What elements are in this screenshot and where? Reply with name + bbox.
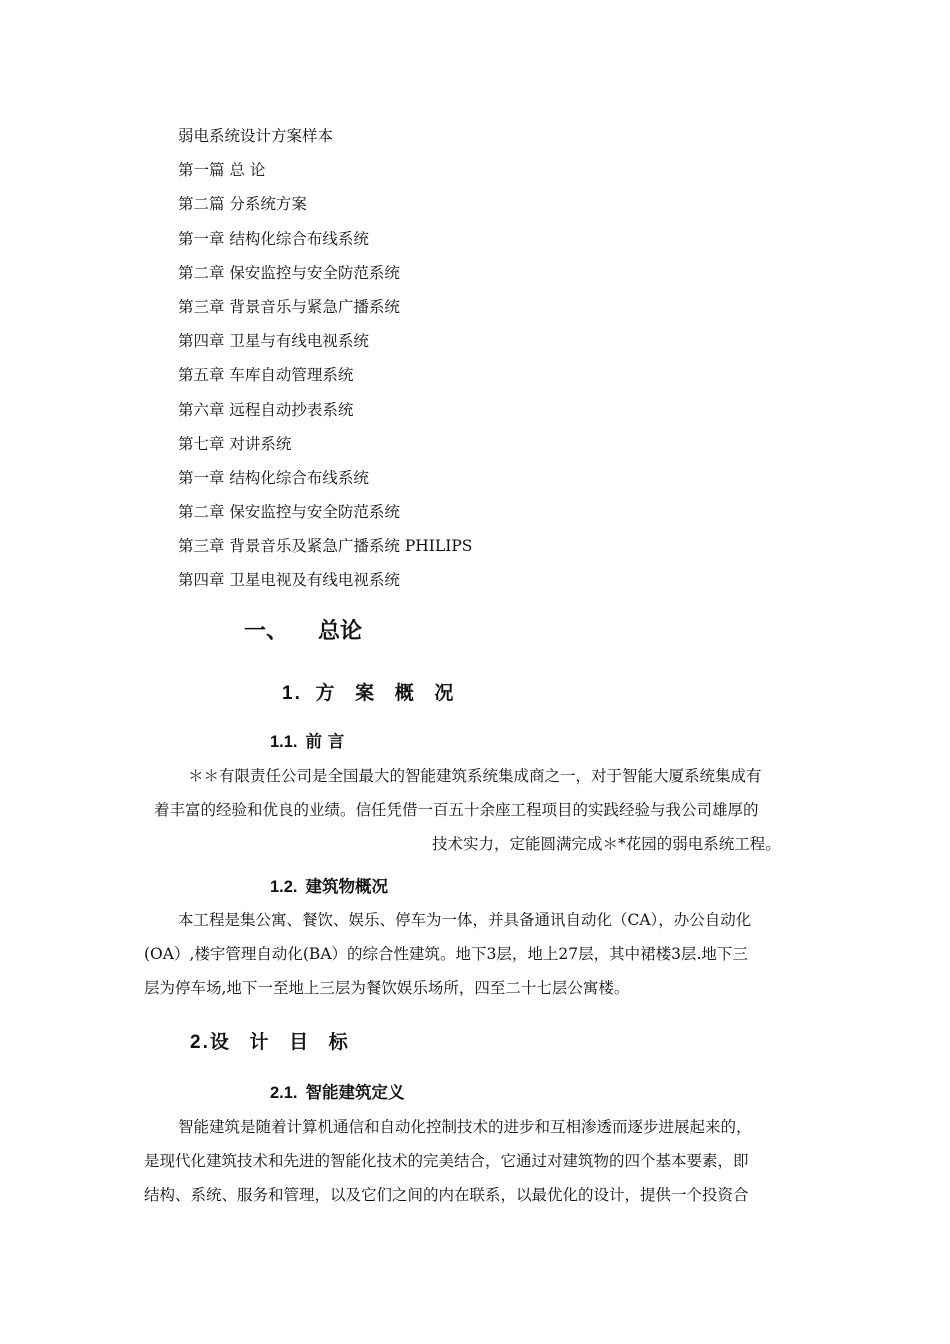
paragraph-line: 着丰富的经验和优良的业绩。信任凭借一百五十余座工程项目的实践经验与我公司雄厚的 — [154, 801, 759, 819]
toc-item: 第五章 车库自动管理系统 — [178, 366, 354, 385]
toc-item: 第四章 卫星电视及有线电视系统 — [178, 571, 400, 590]
toc-item: 第一章 结构化综合布线系统 — [178, 229, 369, 248]
subsection-heading — [270, 728, 344, 752]
section-title: 设 计 目 标 — [209, 1031, 355, 1053]
toc-item: 第三章 背景音乐及紧急广播系统 PHILIPS — [178, 537, 473, 556]
toc-item: 第二章 保安监控与安全防范系统 — [178, 503, 400, 522]
paragraph-building — [144, 903, 808, 1005]
toc-item: 第一篇 总 论 — [178, 161, 266, 180]
part-number: 一、 — [244, 618, 289, 644]
paragraph-line: ＊＊有限责任公司是全国最大的智能建筑系统集成商之一，对于智能大厦系统集成有 — [188, 767, 762, 785]
paragraph-line: 是现代化建筑技术和先进的智能化技术的完美结合，它通过对建筑物的四个基本要素，即 — [144, 1152, 749, 1170]
toc-item: 第四章 卫星与有线电视系统 — [178, 332, 369, 351]
toc-item: 弱电系统设计方案样本 — [178, 127, 334, 145]
toc-item: 第六章 远程自动抄表系统 — [178, 400, 354, 419]
toc-item: 第三章 背景音乐与紧急广播系统 — [178, 297, 400, 316]
section-title: 方 案 概 况 — [315, 682, 461, 704]
paragraph-line: 本工程是集公寓、餐饮、娱乐、停车为一体，并具备通讯自动化（CA），办公自动化 — [178, 911, 752, 929]
part-heading — [244, 614, 362, 645]
subsection-title: 智能建筑定义 — [305, 1083, 405, 1102]
toc-item: 第二章 保安监控与安全防范系统 — [178, 263, 400, 282]
paragraph-line: 技术实力，定能圆满完成＊*花园的弱电系统工程。 — [432, 835, 781, 853]
section-number: 1. — [282, 683, 302, 704]
paragraph-line: 层为停车场,地下一至地上三层为餐饮娱乐场所，四至二十七层公寓楼。 — [144, 979, 630, 997]
subsection-number: 2.1. — [270, 1084, 298, 1102]
paragraph-preface — [144, 759, 808, 861]
paragraph-line: 结构、系统、服务和管理，以及它们之间的内在联系，以最优化的设计，提供一个投资合 — [144, 1186, 749, 1204]
subsection-title: 前 言 — [305, 732, 345, 751]
paragraph-line: (OA）,楼宇管理自动化(BA）的综合性建筑。地下3层，地上27层，其中裙楼3层.地下三 — [144, 945, 748, 963]
part-title: 总论 — [318, 618, 363, 644]
section-heading — [282, 678, 460, 705]
subsection-number: 1.1. — [270, 733, 298, 751]
subsection-title: 建筑物概况 — [305, 877, 389, 896]
toc-item: 第二篇 分系统方案 — [178, 195, 307, 214]
table-of-contents — [178, 124, 472, 603]
paragraph-line: 智能建筑是随着计算机通信和自动化控制技术的进步和互相渗透而逐步进展起来的， — [178, 1118, 752, 1136]
toc-item: 第一章 结构化综合布线系统 — [178, 468, 369, 487]
section-heading — [190, 1027, 355, 1054]
subsection-heading — [270, 873, 388, 897]
section-number: 2. — [190, 1032, 210, 1053]
toc-item: 第七章 对讲系统 — [178, 434, 292, 453]
paragraph-definition — [144, 1110, 808, 1212]
subsection-number: 1.2. — [270, 878, 298, 896]
subsection-heading — [270, 1079, 405, 1103]
